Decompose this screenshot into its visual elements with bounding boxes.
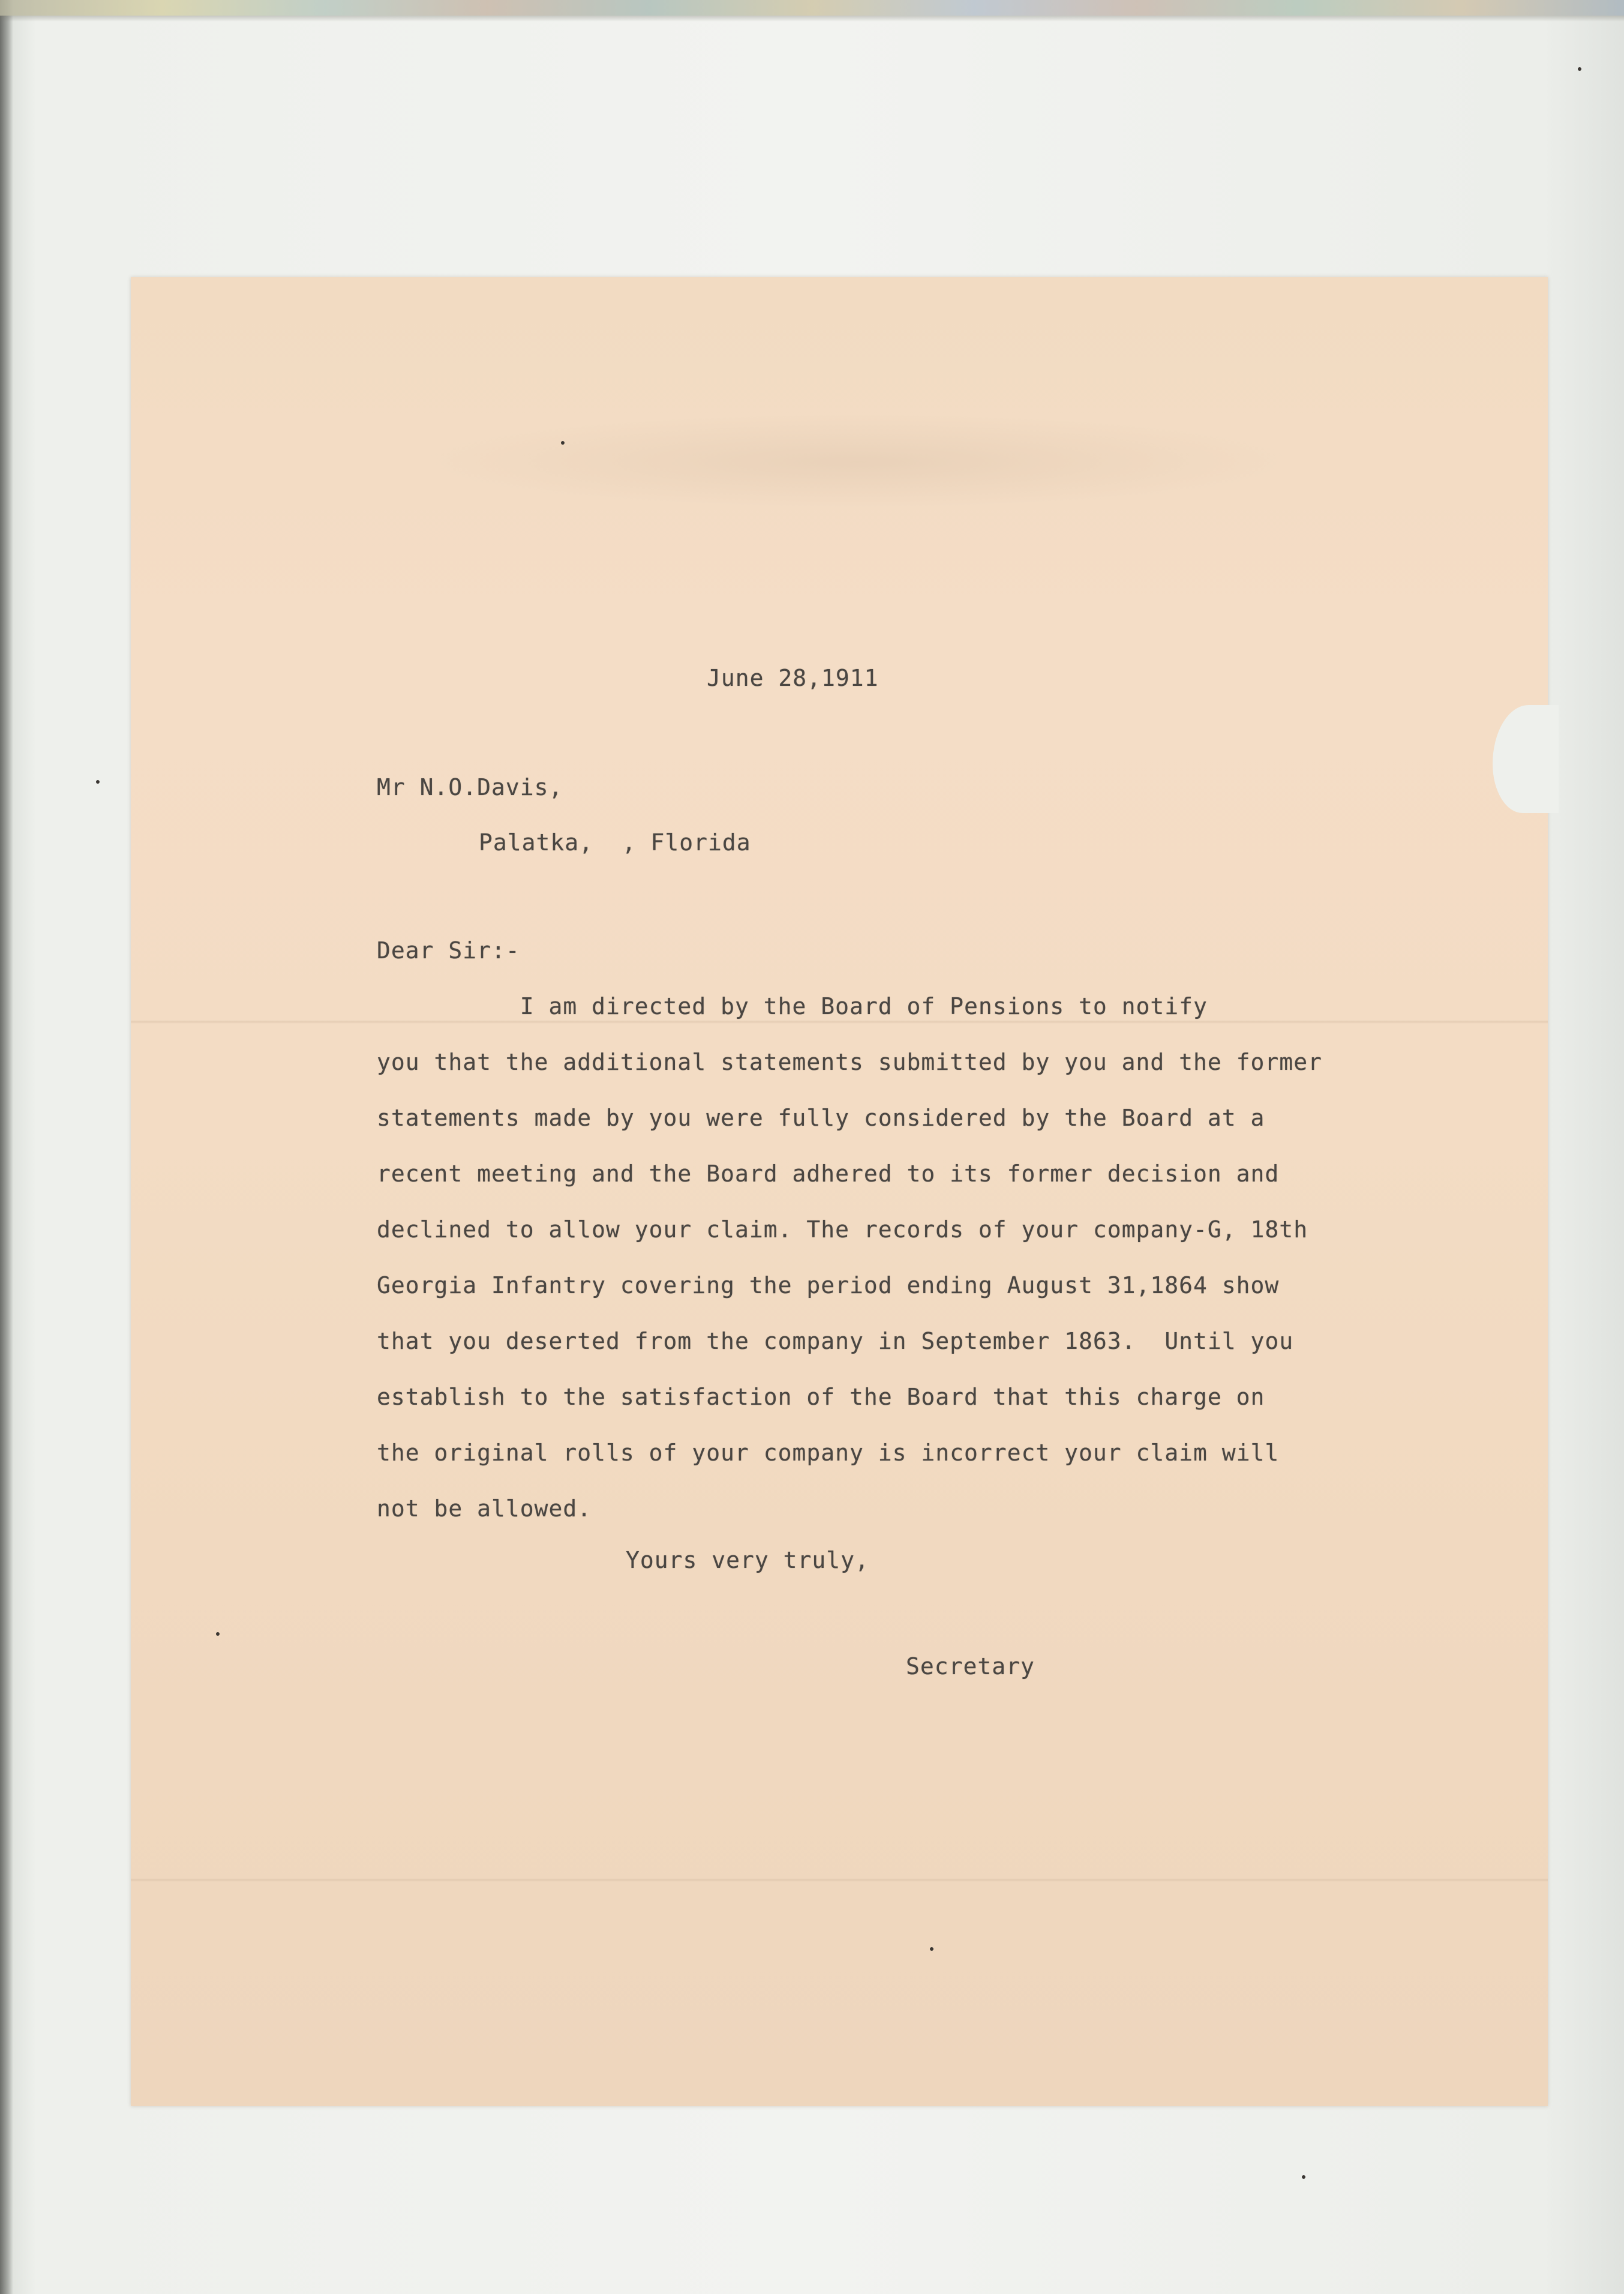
- letter-body-line: I am directed by the Board of Pensions to notify: [377, 993, 1208, 1019]
- scanner-left-edge: [0, 0, 13, 2294]
- paper-fold-line: [131, 1020, 1548, 1024]
- faded-letterhead-area: [420, 414, 1296, 510]
- letter-body-line: Georgia Infantry covering the period ending August 31,1864 show: [377, 1272, 1280, 1299]
- letter-address-city: Palatka, , Florida: [479, 829, 751, 856]
- scanner-top-shadow: [0, 16, 1624, 22]
- letter-body-line: statements made by you were fully considered by the Board at a: [377, 1105, 1265, 1131]
- scanner-top-strip: [0, 0, 1624, 16]
- dust-speck: [1302, 2175, 1305, 2179]
- letter-salutation: Dear Sir:-: [377, 937, 520, 964]
- dust-speck: [96, 780, 100, 784]
- letter-body-line: establish to the satisfaction of the Board that this charge on: [377, 1384, 1265, 1410]
- letter-signature-title: Secretary: [906, 1653, 1035, 1680]
- letter-body-line: recent meeting and the Board adhered to its former decision and: [377, 1161, 1280, 1187]
- dust-speck: [1578, 67, 1581, 71]
- letter-body-line: you that the additional statements submitted by you and the former: [377, 1049, 1322, 1075]
- letter-date: June 28,1911: [707, 665, 879, 691]
- letter-body-line: the original rolls of your company is incorrect your claim will: [377, 1440, 1280, 1466]
- ink-speck: [561, 441, 565, 445]
- letter-body-line: not be allowed.: [377, 1495, 592, 1522]
- letter-paper: [131, 277, 1548, 2106]
- dust-speck: [216, 1632, 220, 1636]
- letter-addressee: Mr N.O.Davis,: [377, 774, 563, 800]
- ink-speck: [930, 1947, 933, 1951]
- letter-closing: Yours very truly,: [626, 1547, 869, 1573]
- letter-body-line: that you deserted from the company in September 1863. Until you: [377, 1328, 1294, 1354]
- paper-fold-line: [131, 1878, 1548, 1882]
- letter-body-line: declined to allow your claim. The records of your company-G, 18th: [377, 1216, 1308, 1243]
